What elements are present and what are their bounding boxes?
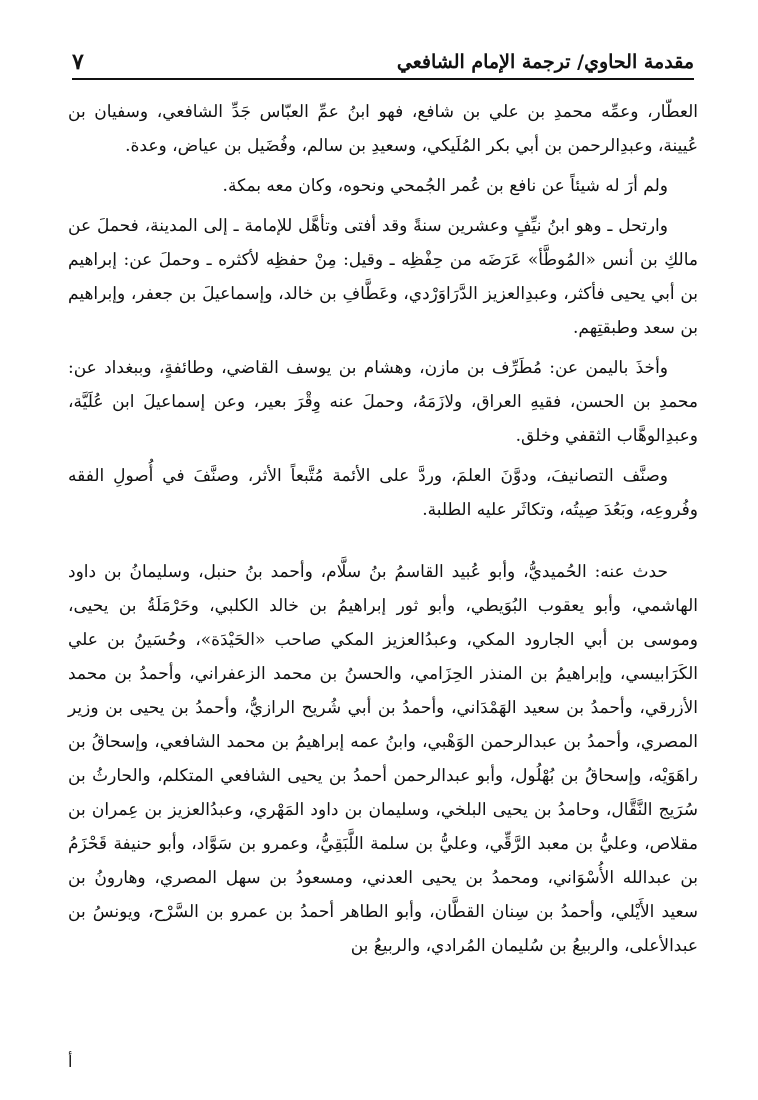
running-header <box>72 50 694 80</box>
paragraph-teachers: العطّار، وعمِّه محمدِ بن علي بن شافع، فهو ابنُ عمِّ العبّاس جَدِّ الشافعي، وسفيان بن عُيينة، وعبدِالرحمن بن أبي بكر المُلَيكي، وسعيدِ بن سالم، وفُضَيل بن عياض، وعدة. <box>68 102 698 156</box>
header-title: مقدمة الحاوي/ ترجمة الإمام الشافعي <box>387 50 694 74</box>
paragraph-students: حدث عنه: الحُميديُّ، وأبو عُبيد القاسمُ بنُ سلَّام، وأحمد بنُ حنبل، وسليمانُ بن داود الهاشمي، وأبو يعقوب البُوَيطي، وأبو ثور إبراهيمُ بن خالد الكلبي، وحَرْمَلَةُ بن يحيى، وموسى بن أبي الجارود المكي، وعبدُالعزيز المكي صاحب «الحَيْدَة»، وحُسَينُ بن علي الكَرَابيسي، وإبراهيمُ بن المنذر الحِزَامي، والحسنُ بن محمد الزعفراني، وأحمدُ بن محمد الأزرقي، وأحمدُ بن سعيد الهَمْدَاني، وأحمدُ بن أبي شُريح الرازيُّ، وأحمدُ بن يحيى بن وزير المصري، وأحمدُ بن عبدالرحمن الوَهْبي، وابنُ عمه إبراهيمُ بن محمد الشافعي، وإسحاقُ بن راهَوَيْه، وإسحاقُ بن بُهْلُول، وأبو عبدالرحمن أحمدُ بن يحيى الشافعي المتكلم، والحارثُ بن سُرَيج النَّقَّال، وحامدُ بن يحيى البلخي، وسليمان بن داود المَهْري، وعبدُالعزيز بن عِمران بن مقلاص، وعليُّ بن معبد الرَّقِّي، وعليُّ بن سلمة اللَّبَقِيُّ، وعمرو بن سَوَّاد، وأبو حنيفة قَحْزَمُ بن عبدالله الأُسْوَاني، ومحمدُ بن يحيى العدني، ومسعودُ بن سهل المصري، وهارونُ بن سعيد الأَيْلي، وأحمدُ بن سِنان القطَّان، وأبو الطاهر أحمدُ بن عمرو بن السَّرْح، ويونسُ بن عبدالأعلى، والربيعُ بن سُليمان المُرادي، والربيعُ بن <box>68 562 698 956</box>
margin-mark: أ <box>68 1052 73 1071</box>
paragraph-writings: وصنَّف التصانيفَ، ودوَّنَ العلمَ، وردَّ على الأئمة مُتَّبعاً الأثر، وصنَّفَ في أُصولِ الفقه وفُروعِه، وبَعُدَ صِيتُه، وتكاثَر عليه الطلبة. <box>68 466 698 520</box>
paragraph-yemen-baghdad: وأخذَ باليمن عن: مُطَرِّف بن مازن، وهشام بن يوسف القاضي، وطائفةٍ، وببغداد عن: محمدِ بن الحسن، فقيهِ العراق، ولازَمَهُ، وحملَ عنه وِقْرَ بعير، وعن إسماعيلَ ابن عُلَيَّة، وعبدِالوهَّاب الثقفي وخلق. <box>68 358 698 446</box>
body-text <box>68 95 698 969</box>
paragraph-journey-madina: وارتحل ـ وهو ابنُ نيِّفٍ وعشرين سنةً وقد أفتى وتأهَّل للإمامة ـ إلى المدينة، فحملَ عن مالكِ بن أنس «المُوطَّأ» عَرَضَه من حِفْظِه ـ وقيل: مِنْ حفظِه لأكثره ـ وحملَ عن: إبراهيم بن أبي يحيى فأكثر، وعبدِالعزيز الدَّرَاوَرْدي، وعَطَّافِ بن خالد، وإسماعيلَ بن جعفر، وإبراهيم بن سعد وطبقتِهم. <box>68 216 698 338</box>
paragraph-nafi: ولم أرَ له شيئاً عن نافع بن عُمر الجُمحي ونحوه، وكان معه بمكة. <box>222 176 668 196</box>
page-number: ٧ <box>72 50 92 74</box>
